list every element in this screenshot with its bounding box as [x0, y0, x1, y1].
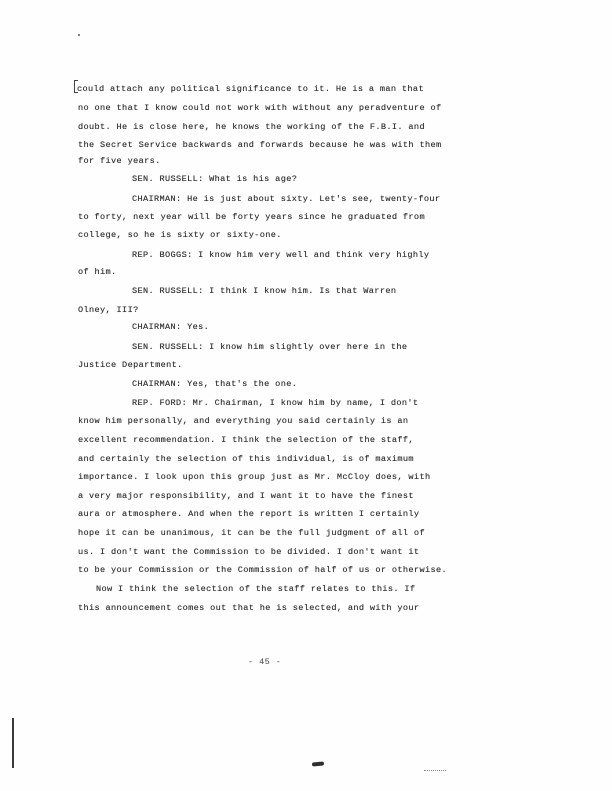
text-line: SEN. RUSSELL: I think I know him. Is that Warren [132, 286, 397, 296]
text-line: could attach any political significance to it. He is a man that [77, 84, 424, 94]
text-line: this announcement comes out that he is selected, and with your [78, 603, 420, 613]
text-line: Olney, III? [78, 305, 139, 315]
text-line: no one that I know could not work with without any peradventure of [78, 103, 442, 113]
text-line: importance. I look upon this group just as Mr. McCloy does, with [78, 472, 431, 482]
page-number: - 45 - [248, 657, 282, 667]
scan-speck [78, 34, 80, 36]
text-line: aura or atmosphere. And when the report is written I certainly [78, 509, 420, 519]
text-line: of him. [78, 267, 117, 277]
text-line: CHAIRMAN: Yes, that's the one. [132, 379, 298, 389]
text-line: CHAIRMAN: He is just about sixty. Let's see, twenty-four [132, 194, 441, 204]
text-line: and certainly the selection of this individual, is of maximum [78, 454, 414, 464]
text-line: the Secret Service backwards and forwards because he was with them [78, 140, 442, 150]
text-line: know him personally, and everything you said certainly is an [78, 416, 409, 426]
text-line: CHAIRMAN: Yes. [132, 322, 210, 332]
scan-dots [424, 770, 446, 771]
text-line: to forty, next year will be forty years since he graduated from [78, 212, 425, 222]
text-line: SEN. RUSSELL: I know him slightly over here in the [132, 342, 408, 352]
text-line: college, so he is sixty or sixty-one. [78, 230, 282, 240]
text-line: REP. BOGGS: I know him very well and think very highly [132, 250, 430, 260]
text-line: Justice Department. [78, 360, 183, 370]
text-line: SEN. RUSSELL: What is his age? [132, 174, 298, 184]
text-line: for five years. [78, 156, 161, 166]
scan-smudge [312, 761, 324, 766]
text-line: REP. FORD: Mr. Chairman, I know him by name, I don't [132, 398, 419, 408]
text-line: a very major responsibility, and I want it to have the finest [78, 491, 414, 501]
text-line: to be your Commission or the Commission of half of us or otherwise. [78, 565, 447, 575]
margin-mark [12, 718, 14, 768]
text-line: hope it can be unanimous, it can be the full judgment of all of [78, 528, 425, 538]
text-line: excellent recommendation. I think the selection of the staff, [78, 435, 414, 445]
text-line: us. I don't want the Commission to be divided. I don't want it [78, 547, 420, 557]
text-line: Now I think the selection of the staff relates to this. If [96, 584, 416, 594]
text-line: doubt. He is close here, he knows the working of the F.B.I. and [78, 122, 425, 132]
